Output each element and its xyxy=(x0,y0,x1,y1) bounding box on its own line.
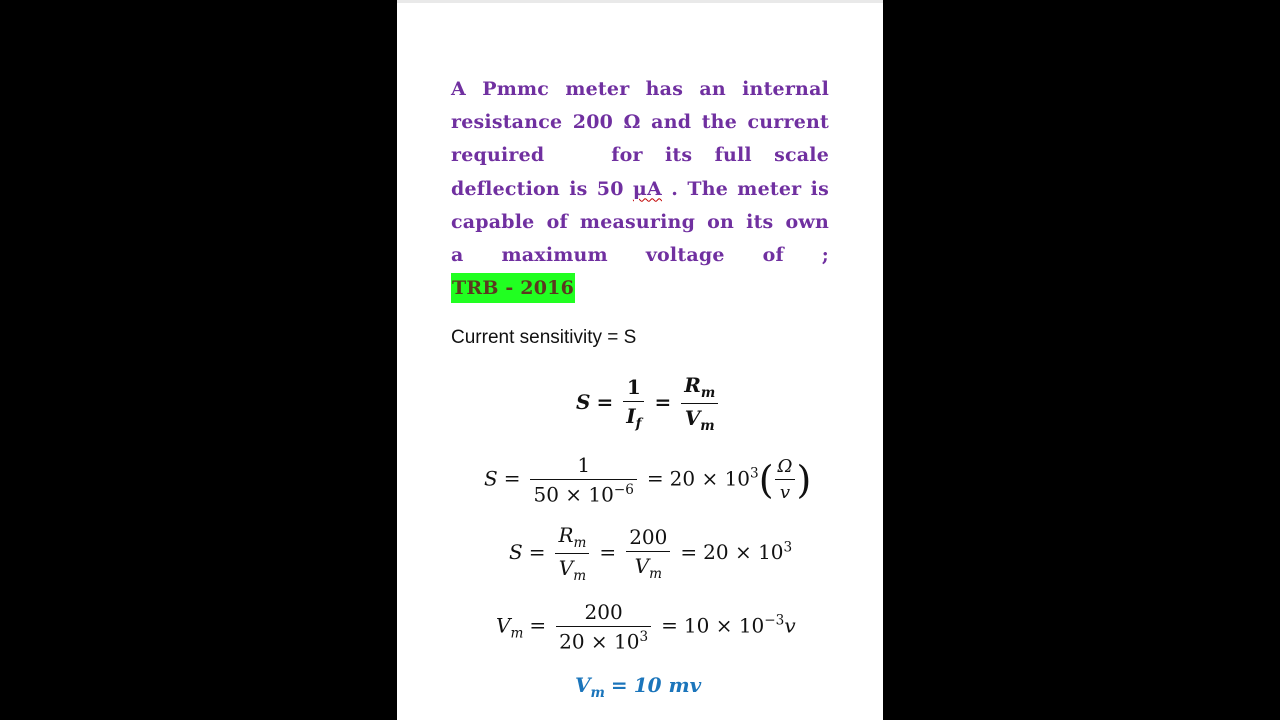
eq1-fraction-1 xyxy=(623,375,644,432)
eq2-result: 20 × 10 xyxy=(669,466,751,491)
eq3-num1: R xyxy=(558,523,574,547)
question-line-5: capable of measuring on its own xyxy=(451,210,829,233)
answer-lhs: V xyxy=(575,673,591,697)
eq3-num2: 200 xyxy=(629,525,668,549)
eq1-num2-sub: m xyxy=(700,385,716,401)
eq1-den2: V xyxy=(684,406,701,430)
equation-3: S = $\frac{R_m}{V_m}$ = $\frac{200}{V_m}$ = $20 \times 10^3$ xyxy=(509,523,793,584)
eq3-fraction-1 xyxy=(555,523,589,584)
eq3-num1-sub: m xyxy=(573,535,587,551)
question-line-4 xyxy=(451,173,829,206)
eq2-unit-den: v xyxy=(775,479,796,503)
eq3-result: 20 × 10 xyxy=(703,540,784,564)
equation-2: S = $\frac{1}{50 \times 10^{-6}}$ = $20 \times 10^3$( $\frac{\Omega}{v}$ ) xyxy=(484,453,812,507)
eq3-result-exp: 3 xyxy=(783,539,793,556)
question-line-3 xyxy=(451,139,829,172)
eq2-close-paren: ) xyxy=(796,457,812,502)
eq4-result-exp: −3 xyxy=(764,612,785,629)
eq4-result: 10 × 10 xyxy=(683,613,765,638)
eq3-den2: V xyxy=(634,554,650,578)
eq2-unit-fraction xyxy=(775,456,796,503)
sensitivity-label: Current sensitivity = S xyxy=(451,327,637,348)
eq2-fraction xyxy=(530,453,636,507)
eq1-fraction-2 xyxy=(681,373,718,434)
eq3-den1-sub: m xyxy=(573,568,587,584)
eq2-num: 1 xyxy=(577,453,591,477)
question-line-2: resistance 200 Ω and the current xyxy=(451,111,829,134)
answer-equation: $V_m = 10$ mv xyxy=(575,673,702,701)
eq4-den-exp: 3 xyxy=(639,629,649,645)
eq4-fraction xyxy=(556,600,651,654)
answer-value: 10 mv xyxy=(633,673,702,697)
question-line-7 xyxy=(451,272,829,305)
eq4-den: 20 × 10 xyxy=(559,629,640,654)
eq4-result-unit: v xyxy=(784,613,796,638)
eq2-lhs: S xyxy=(484,466,498,491)
eq3-den2-sub: m xyxy=(649,566,662,582)
question-text xyxy=(451,73,829,305)
eq4-lhs-sub: m xyxy=(510,625,524,642)
eq1-den1: I xyxy=(626,404,636,428)
equation-1: S = $\frac{1}{I_f}$ = $\frac{R_m}{V_m}$ xyxy=(576,373,722,434)
question-line-1: A Pmmc meter has an internal xyxy=(451,78,829,100)
equation-4: $V_m$ = $\frac{200}{20 \times 10^3}$ = $10 \times 10^{-3}v$ xyxy=(496,600,796,654)
eq2-open-paren: ( xyxy=(758,457,774,502)
unit-microamp: μA xyxy=(632,177,662,200)
eq1-num1: 1 xyxy=(626,375,641,399)
question-line-4-tail: . The meter is xyxy=(661,177,829,200)
document-page xyxy=(397,0,883,720)
question-line-4-text: deflection is 50 xyxy=(451,177,633,200)
eq3-lhs: S xyxy=(509,540,523,564)
eq2-unit-num: Ω xyxy=(777,456,793,478)
eq1-num2: R xyxy=(684,373,701,397)
eq2-den-exp: −6 xyxy=(613,482,634,498)
eq1-den2-sub: m xyxy=(700,418,715,434)
eq3-den1: V xyxy=(558,556,574,580)
question-line-6: a maximum voltage of ; xyxy=(451,243,829,266)
eq3-fraction-2 xyxy=(626,525,670,582)
question-line-3-text: required for its full scale xyxy=(451,144,829,167)
answer-lhs-sub: m xyxy=(590,685,605,701)
exam-tag: TRB - 2016 xyxy=(451,273,575,303)
eq4-lhs: V xyxy=(496,613,511,638)
eq2-den: 50 × 10 xyxy=(533,482,614,507)
eq1-den1-sub: f xyxy=(635,416,642,432)
eq1-lhs: S xyxy=(576,390,591,414)
eq4-num: 200 xyxy=(584,600,623,624)
eq2-result-exp: 3 xyxy=(750,465,759,482)
